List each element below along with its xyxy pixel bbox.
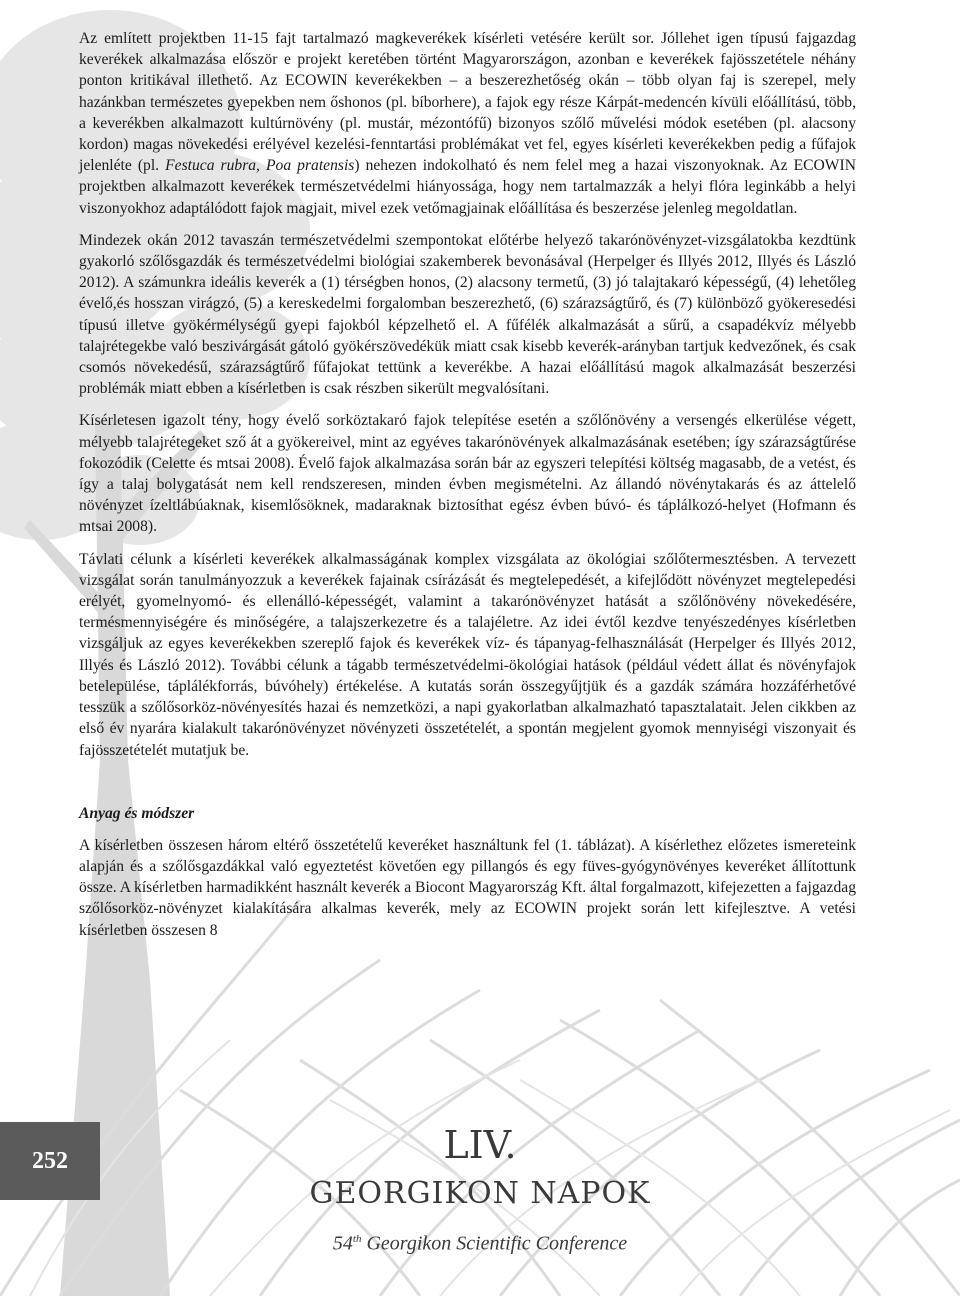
section-heading-methods: Anyag és módszer [79, 804, 195, 822]
paragraph-text: ) nehezen indokolható és nem felel meg a hazai viszonyoknak. Az ECOWIN projektben alkalmazott keverékek természetvédelmi hiányossága, hogy nem tartalmazzák a helyi flóra leginkább a helyi viszonyokhoz adaptálódott fajok magjait, mivel ezek vetőmagjainak előállítása és beszerzése jelenleg megoldatlan. [79, 157, 856, 217]
paragraph-ecowin [79, 28, 856, 219]
article-body [79, 28, 856, 952]
paragraph-evidence: Kísérletesen igazolt tény, hogy évelő sorköztakaró fajok telepítése esetén a szőlőnövény a versengés elkerülése végett, mélyebb talajrétegeket sző át a gyökereivel, mint az egyéves takarónövények alkalmazásának esetében; így szárazságtűrése fokozódik (Celette és mtsai 2008). Évelő fajok alkalmazása során bár az egyszeri telepítési költség magasabb, de a vetést, és így a talaj bolygatását nem kell rendszeresen, minden évben megismételni. Az állandó növénytakarás és az áttelelő növényzet ízeltlábúaknak, kisemlősöknek, madaraknak biztosíthat egész évben búvó- és táplálkozó-helyet (Hofmann és mtsai 2008). [79, 412, 856, 536]
conference-number: LIV. [443, 1123, 517, 1167]
paragraph-aims: Mindezek okán 2012 tavaszán természetvédelmi szempontokat előtérbe helyező takarónövényzet-vizsgálatokba kezdtünk gyakorló szőlősgazdák és természetvédelmi biológiai szakemberek bevonásával (Herpelger és Illyés 2012, Illyés és László 2012). A számunkra ideális keverék a (1) térségben honos, (2) alacsony termetű, (3) jó talajtakaró képességű, (4) lehetőleg évelő,és hosszan virágzó, (5) a kereskedelmi forgalomban beszerezhető, (6) szárazságtűrő, és (7) különböző gyökeresedési típusú illetve gyökérmélységű gyepi fajokból képzelhető el. A fűfélék alkalmazását a sűrű, a csapadékvíz mélyebb talajrétegekbe való beszivárgását gátoló gyökérszövedékük miatt csak kisebb keverék-arányban tartjuk kedvezőnek, és csak csomós növekedésű, szárazságtűrő fűfajokat tettünk a keverékbe. A hazai előállítású magok alkalmazását beszerzési problémák miatt ebben a kísérletben is csak részben sikerült megvalósítani. [79, 231, 856, 398]
paragraph-goals: Távlati célunk a kísérleti keverékek alkalmasságának komplex vizsgálata az ökológiai szőlőtermesztésben. A tervezett vizsgálat során tanulmányozzuk a keverékek fajainak csírázását és megtelepedését, a kifejlődött növényzet megtelepedési erélyét, gyomelnyomó- és ellenálló-képességét, valamint a takarónövényzet hatását a szőlőnövény növekedésére, termésmennyiségére és minőségére, a talajszerkezetre és a talajéletre. Az idei évtől kezdve tenyészedényes kísérletben vizsgáljuk az egyes keverékekben szereplő fajok és keverékek víz- és tápanyag-felhasználását (Herpelger és Illyés 2012, Illyés és László 2012). További célunk a tágabb természetvédelmi-ökológiai hatások (például védett állat és növényfajok betelepülése, táplálékforrás, búvóhely) értékelése. A kutatás során összegyűjtjük és a gazdák számára hozzáférhetővé tesszük a szőlősorköz-növényesítés hazai és nemzetközi, a napi gyakorlatban alkalmazható tapasztalatait. Jelen cikkben az első év nyarára kialakult takarónövényzet növényzeti összetételét, a spontán megjelent gyomok mennyiségi viszonyait és fajösszetételét mutatjuk be. [79, 550, 856, 759]
subtitle-ordinal: th [352, 1233, 362, 1245]
species-names: Festuca rubra, Poa pratensis [165, 157, 355, 175]
subtitle-number: 54 [332, 1232, 353, 1255]
conference-footer [300, 1122, 660, 1257]
conference-subtitle [300, 1226, 660, 1257]
paragraph-methods: A kísérletben összesen három eltérő összetételű keveréket használtunk fel (1. táblázat). A kísérlethez előzetes ismereteink alapján és a szőlősgazdákkal való egyeztetést követően egy pillangós és egy füves-gyógynövényes keveréket állítottunk össze. A kísérletben harmadikként használt keverék a Biocont Magyarország Kft. által forgalmazott, kifejezetten a fajgazdag szőlősorköz-növényzet kialakítására alkalmas keverék, mely az ECOWIN projekt során lett kifejlesztve. A vetési kísérletben összesen 8 [79, 836, 856, 939]
paragraph-text: Az említett projektben 11-15 fajt tartalmazó magkeverékek kísérleti vetésére került sor. Jóllehet igen típusú fajgazdag keverékek alkalmazása először e projekt keretében történt Magyarországon, azonban e keverékek fajösszetétele néhány ponton kritikával illethető. Az ECOWIN keverékekben – a beszerezhetőség okán – több olyan faj is szerepel, mely hazánkban természetes gyepekben nem őshonos (pl. bíborhere), a fajok egy része Kárpát-medencén kívüli előállítású, több, a keverékben alkalmazott kultúrnövény (pl. mustár, mézontófű) bizonyos szőlő művelési módok esetében (pl. alacsony kordon) magas növekedési erélyével kezelési-fenntartási problémákat vet fel, egyes kísérleti keverékekben pedig a fűfajok jelenléte (pl. [79, 30, 856, 175]
page-number: 252 [0, 1122, 100, 1200]
subtitle-text: Georgikon Scientific Conference [361, 1232, 628, 1255]
conference-name: GEORGIKON NAPOK [309, 1176, 651, 1211]
